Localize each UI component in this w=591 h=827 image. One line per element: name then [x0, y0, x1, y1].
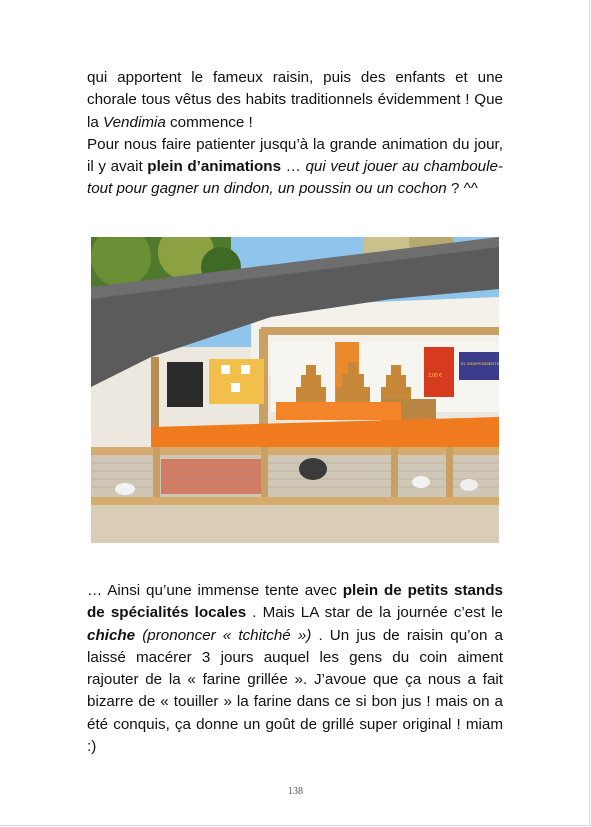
p2-text-1: … Ainsi qu’une immense tente avec [87, 582, 343, 599]
photo-sign-1: EL INDEPENDIENTE [461, 361, 499, 366]
photo-ground [91, 505, 499, 543]
photo-left-sign [209, 359, 264, 404]
photo-wood-beam [261, 327, 499, 335]
p1-bold-animations: plein d’animations [147, 158, 282, 176]
p1-text: qui apportent le fameux raisin, puis des enfants et une chorale tous vêtus des habits traditionnels évidemment ! Que la [87, 69, 503, 131]
p1-italic-games: qui veut jouer au chamboule-tout pour gagner un dindon, un poussin ou un cochon [87, 158, 503, 198]
p2-text-2: . Mais LA star de la journée c’est le [246, 604, 503, 622]
p1-vendimia: Vendimia [103, 113, 166, 131]
page-number: 138 [288, 786, 303, 797]
p1-text-end: commence ! [165, 113, 253, 131]
photo-fair-stand [91, 237, 499, 543]
p1-line2: Pour nous faire patienter jusqu’à la grande animation du jour, il y avait [87, 135, 503, 176]
p1-end: ? ^^ [446, 180, 478, 198]
p1-ellipsis: … [281, 158, 306, 176]
photo-sign-2: 2,00 € [428, 373, 442, 379]
paragraph-1 [87, 67, 503, 201]
p2-bold-stands: plein de petits stands de spécialités locales [87, 582, 503, 622]
paragraph-2 [87, 580, 503, 758]
photo-chicken-coop [91, 455, 499, 497]
p2-text-3: . Un jus de raisin qu’on a laissé macérer 3 jours auquel les gens du coin aiment rajouter de la « farine grillée ». J’avoue que ça nous a fait bizarre de « touiller » la farine dans ce si bon jus ! mais on a été conquis, ça donne un goût de grillé super original ! miam :) [87, 626, 503, 756]
p2-chiche: chiche [87, 626, 136, 644]
p2-pronunciation: (prononcer « tchitché ») [142, 626, 312, 644]
photo-turkey [299, 458, 327, 480]
